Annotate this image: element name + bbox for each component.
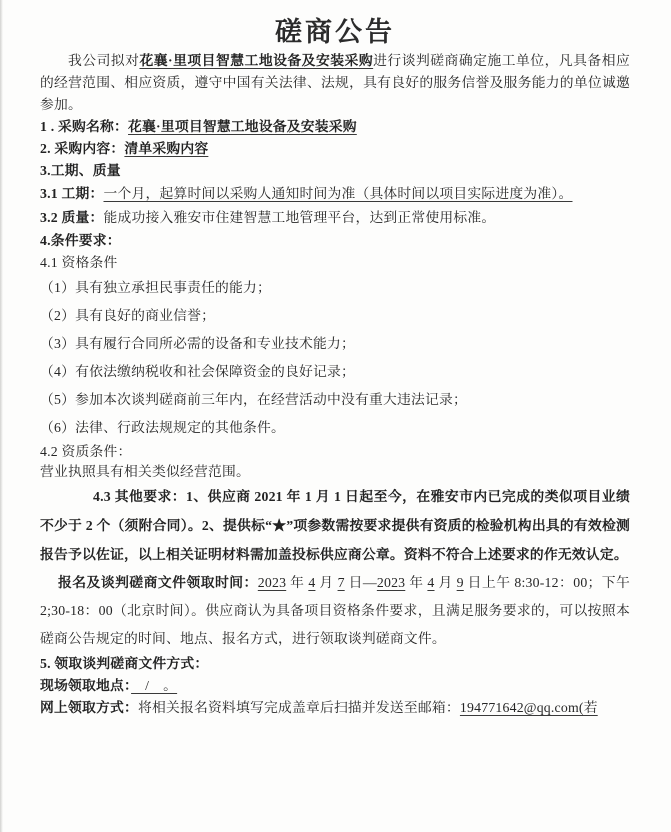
underlined-text: 2023 <box>376 575 406 590</box>
text-segment: （2）具有良好的商业信誉； <box>40 308 216 323</box>
underlined-text: 4 <box>308 575 316 590</box>
text-segment: 月 <box>315 575 338 590</box>
online-pickup-line <box>40 697 630 719</box>
text-segment: 能成功接入雅安市住建智慧工地管理平台，达到正常使用标准。 <box>103 210 496 225</box>
scan-artifact-left-edge <box>0 0 3 832</box>
intro-paragraph <box>40 50 630 116</box>
text-segment: 4.3 其他要求：1、供应商 2021 年 1 月 1 日起至今，在雅安市内已完成的类似项目业绩不少于 2 个（须附合同）。2、提供标“★”项参数需按要求提供有资质的检验机构出具的有效检测报告予以佐证，以上相关证明材料需加盖投标供应商公章。资料不符合上述要求的作无效认定。 <box>40 489 630 562</box>
other-requirements-paragraph <box>40 482 630 569</box>
underlined-text: 花襄·里项目智慧工地设备及安装采购 <box>139 53 374 68</box>
text-segment: 营业执照具有相关类似经营范围。 <box>40 464 250 479</box>
text-segment: （6）法律、行政法规规定的其他条件。 <box>40 420 286 435</box>
underlined-text: 9 <box>456 575 464 590</box>
duration-clause <box>40 182 630 206</box>
procurement-name-item <box>40 116 630 138</box>
underlined-text: 194771642@qq.com(若 <box>459 700 598 715</box>
text-segment: 日— <box>344 575 377 590</box>
underlined-text: 7 <box>337 575 345 590</box>
business-license-line <box>40 462 630 482</box>
qualification-conditions-heading <box>40 252 630 274</box>
text-segment: 月 <box>434 575 457 590</box>
condition-3 <box>40 330 630 358</box>
text-segment: 进行谈判磋商确定施工单位，凡具备相应的经营范围、相应资质，遵守中国有关法律、法规，具有良好的服务信誉及服务能力的单位诚邀参加。 <box>40 53 630 112</box>
text-segment: 将相关报名资料填写完成盖章后扫描并发送至邮箱： <box>137 700 460 715</box>
underlined-text: 一个月，起算时间以采购人通知时间为准（具体时间以项目实际进度为准）。 <box>103 186 573 201</box>
text-segment: 3.工期、质量 <box>40 163 121 178</box>
underlined-text: / 。 <box>131 678 178 693</box>
text-segment: 3.1 工期： <box>40 186 104 201</box>
condition-4 <box>40 358 630 386</box>
text-segment: 现场领取地点： <box>40 678 132 693</box>
section-requirements <box>40 230 630 252</box>
text-segment: 1 . 采购名称： <box>40 119 129 134</box>
underlined-text: 2023 <box>257 575 287 590</box>
quality-clause <box>40 206 630 230</box>
document-body <box>40 50 630 719</box>
text-segment: 4.条件要求： <box>40 233 121 248</box>
text-segment: 报名及谈判磋商文件领取时间： <box>58 575 258 590</box>
text-segment: （1）具有独立承担民事责任的能力； <box>40 280 272 295</box>
text-segment: （5）参加本次谈判磋商前三年内，在经营活动中没有重大违法记录； <box>40 392 468 407</box>
section-duration-quality <box>40 160 630 182</box>
underlined-text: 4 <box>427 575 435 590</box>
page-title: 磋商公告 <box>275 17 395 47</box>
text-segment: 年 <box>286 575 309 590</box>
section-pickup-method <box>40 653 630 675</box>
text-segment: 网上领取方式： <box>40 700 138 715</box>
text-segment: 我公司拟对 <box>68 53 140 68</box>
condition-5 <box>40 386 630 414</box>
text-segment: 2. 采购内容： <box>40 141 125 156</box>
text-segment: 年 <box>405 575 428 590</box>
underlined-text: 清单采购内容 <box>124 141 209 156</box>
text-segment: 3.2 质量： <box>40 210 104 225</box>
onsite-pickup-line <box>40 675 630 697</box>
text-segment: （3）具有履行合同所必需的设备和专业技术能力； <box>40 336 356 351</box>
condition-2 <box>40 302 630 330</box>
text-segment: 4.1 资格条件 <box>40 255 118 270</box>
credential-conditions-heading <box>40 442 630 462</box>
document-pickup-time-paragraph <box>40 569 630 653</box>
text-segment: 4.2 资质条件： <box>40 444 132 459</box>
procurement-content-item <box>40 138 630 160</box>
underlined-text: 花襄·里项目智慧工地设备及安装采购 <box>128 119 357 134</box>
condition-1 <box>40 274 630 302</box>
text-segment: （4）有依法缴纳税收和社会保障资金的良好记录； <box>40 364 356 379</box>
text-segment: 日上午 8:30-12：00；下午 2;30-18：00（北京时间）。供应商认为具备项目资格条件要求，且满足服务要求的，可以按照本磋商公告规定的时间、地点、报名方式，进行领取谈判磋商文件。 <box>40 575 631 646</box>
condition-6 <box>40 414 630 442</box>
text-segment: 5. 领取谈判磋商文件方式： <box>40 656 209 671</box>
